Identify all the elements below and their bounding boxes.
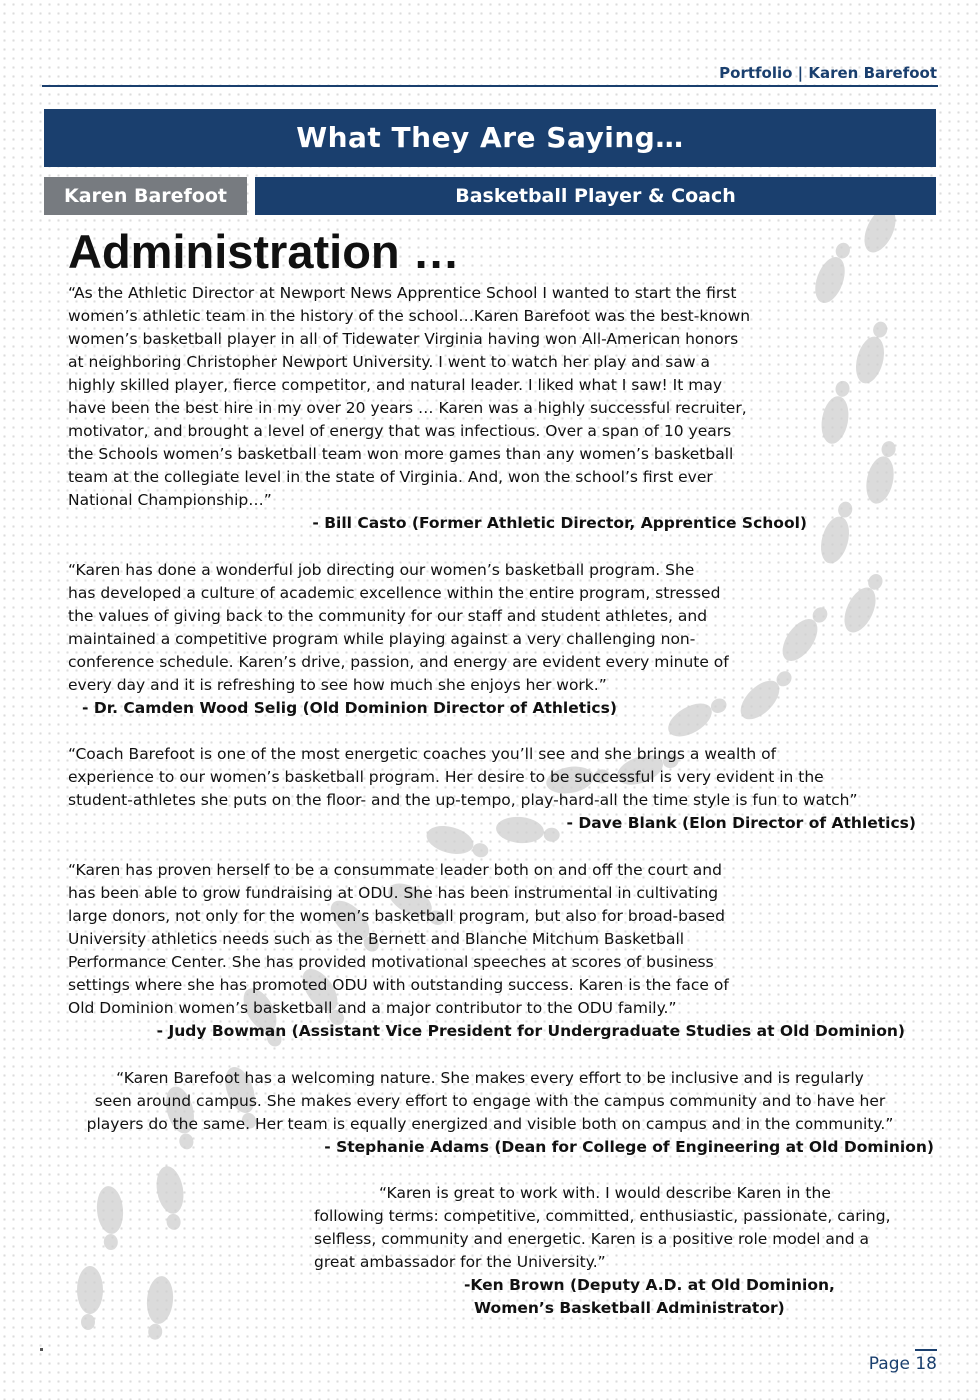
testimonial-attribution: - Judy Bowman (Assistant Vice President for Undergraduate Studies at Old Dominion) (156, 1022, 905, 1040)
section-title: Administration … (68, 225, 460, 278)
testimonial-quote (68, 859, 729, 1020)
quote-line: “Karen Barefoot has a welcoming nature. She makes every effort to be inclusive and is regularly (116, 1069, 864, 1087)
testimonial-quote (68, 743, 858, 812)
quote-line: following terms: competitive, committed, enthusiastic, passionate, caring, (314, 1207, 891, 1225)
quote-line: Old Dominion women’s basketball and a major contributor to the ODU family.” (68, 999, 677, 1017)
testimonial-attribution: - Bill Casto (Former Athletic Director, Apprentice School) (312, 514, 807, 532)
footer-dot (40, 1348, 43, 1351)
testimonial-quote (68, 559, 729, 697)
quote-line: seen around campus. She makes every effort to engage with the campus community and to have her (94, 1092, 886, 1110)
attribution-line: Women’s Basketball Administrator) (474, 1299, 785, 1317)
quote-line: motivator, and brought a level of energy that was infectious. Over a span of 10 years (68, 422, 732, 440)
testimonial-attribution (464, 1274, 835, 1320)
quote-line: “As the Athletic Director at Newport News Apprentice School I wanted to start the first (68, 284, 737, 302)
quote-line: have been the best hire in my over 20 years … Karen was a highly successful recruiter, (68, 399, 747, 417)
quote-line: “Karen is great to work with. I would describe Karen in the (379, 1184, 831, 1202)
quote-line: the Schools women’s basketball team won more games than any women’s basketball (68, 445, 734, 463)
quote-line: “Karen has done a wonderful job directing our women’s basketball program. She (68, 561, 695, 579)
attribution-line: -Ken Brown (Deputy A.D. at Old Dominion, (464, 1276, 835, 1294)
quote-line: Performance Center. She has provided motivational speeches at scores of business (68, 953, 714, 971)
quote-line: “Coach Barefoot is one of the most energetic coaches you’ll see and she brings a wealth of (68, 745, 777, 763)
quote-line: experience to our women’s basketball program. Her desire to be successful is very evident in the (68, 768, 824, 786)
quote-line: highly skilled player, fierce competitor, and natural leader. I liked what I saw! It may (68, 376, 723, 394)
quote-line: team at the collegiate level in the state of Virginia. And, won the school’s first ever (68, 468, 713, 486)
quote-line: the values of giving back to the community for our staff and student athletes, and (68, 607, 708, 625)
quote-line: women’s basketball player in all of Tidewater Virginia having won All-American honors (68, 330, 739, 348)
role-label: Basketball Player & Coach (255, 177, 936, 215)
quote-line: settings where she has promoted ODU with outstanding success. Karen is the face of (68, 976, 729, 994)
quote-line: National Championship…” (68, 491, 272, 509)
testimonial-quote (68, 282, 750, 512)
quote-line: players do the same. Her team is equally energized and visible both on campus and in the community.” (86, 1115, 894, 1133)
quote-line: at neighboring Christopher Newport University. I went to watch her play and saw a (68, 353, 710, 371)
header-text: Portfolio | Karen Barefoot (719, 64, 937, 82)
header-divider (42, 85, 938, 87)
quote-line: has developed a culture of academic excellence within the entire program, stressed (68, 584, 721, 602)
page-number: Page 18 (868, 1354, 937, 1374)
quote-line: has been able to grow fundraising at ODU. She has been instrumental in cultivating (68, 884, 719, 902)
quote-line: great ambassador for the University.” (314, 1253, 606, 1271)
page-number-rule (915, 1349, 937, 1351)
testimonial-quote (314, 1182, 922, 1274)
quote-line: University athletics needs such as the Bernett and Blanche Mitchum Basketball (68, 930, 685, 948)
testimonial-attribution: - Dr. Camden Wood Selig (Old Dominion Director of Athletics) (82, 699, 617, 717)
quote-line: selfless, community and energetic. Karen is a positive role model and a (314, 1230, 870, 1248)
quote-line: “Karen has proven herself to be a consummate leader both on and off the court and (68, 861, 722, 879)
quote-line: conference schedule. Karen’s drive, passion, and energy are evident every minute of (68, 653, 729, 671)
testimonial-attribution: - Dave Blank (Elon Director of Athletics) (566, 814, 916, 832)
quote-line: maintained a competitive program while playing against a very challenging non- (68, 630, 696, 648)
testimonial-quote (44, 1067, 936, 1136)
testimonial-attribution: - Stephanie Adams (Dean for College of Engineering at Old Dominion) (324, 1138, 934, 1156)
banner-title: What They Are Saying… (44, 109, 936, 167)
quote-line: large donors, not only for the women’s basketball program, but also for broad-based (68, 907, 725, 925)
quote-line: student-athletes she puts on the floor- and the up-tempo, play-hard-all the time style is fun to watch” (68, 791, 858, 809)
name-label: Karen Barefoot (44, 177, 247, 215)
quote-line: every day and it is refreshing to see how much she enjoys her work.” (68, 676, 607, 694)
quote-line: women’s athletic team in the history of the school…Karen Barefoot was the best-known (68, 307, 751, 325)
